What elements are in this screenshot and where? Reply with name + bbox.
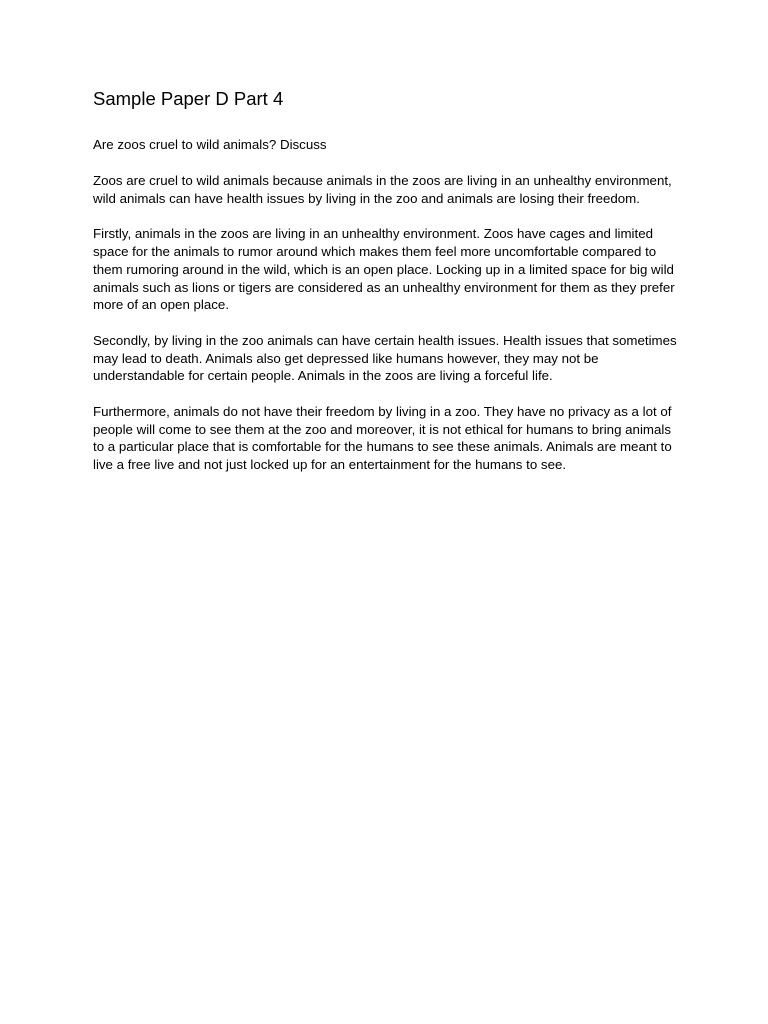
paragraph-introduction: Zoos are cruel to wild animals because animals in the zoos are living in an unhealthy environment, wild animals can have health issues by living in the zoo and animals are losing their freedom. [93,173,672,206]
document-title: Sample Paper D Part 4 [93,88,284,109]
document-page [93,86,685,492]
essay-question: Are zoos cruel to wild animals? Discuss [93,137,327,152]
paragraph-firstly: Firstly, animals in the zoos are living in an unhealthy environment. Zoos have cages and limited space for the animals to rumor around which makes them feel more uncomfortable compared to them rumoring around in the wild, which is an open place. Locking up in a limited space for big wild animals such as lions or tigers are considered as an unhealthy environment for them as they prefer more of an open place. [93,226,675,313]
paragraph-furthermore: Furthermore, animals do not have their freedom by living in a zoo. They have no privacy as a lot of people will come to see them at the zoo and moreover, it is not ethical for humans to bring animals to a particular place that is comfortable for the humans to see these animals. Animals are meant to live a free live and not just locked up for an entertainment for the humans to see. [93,403,672,473]
paragraph-secondly: Secondly, by living in the zoo animals can have certain health issues. Health issues that sometimes may lead to death. Animals also get depressed like humans however, they may not be understandable for certain people. Animals in the zoos are living a forceful life. [93,332,677,384]
